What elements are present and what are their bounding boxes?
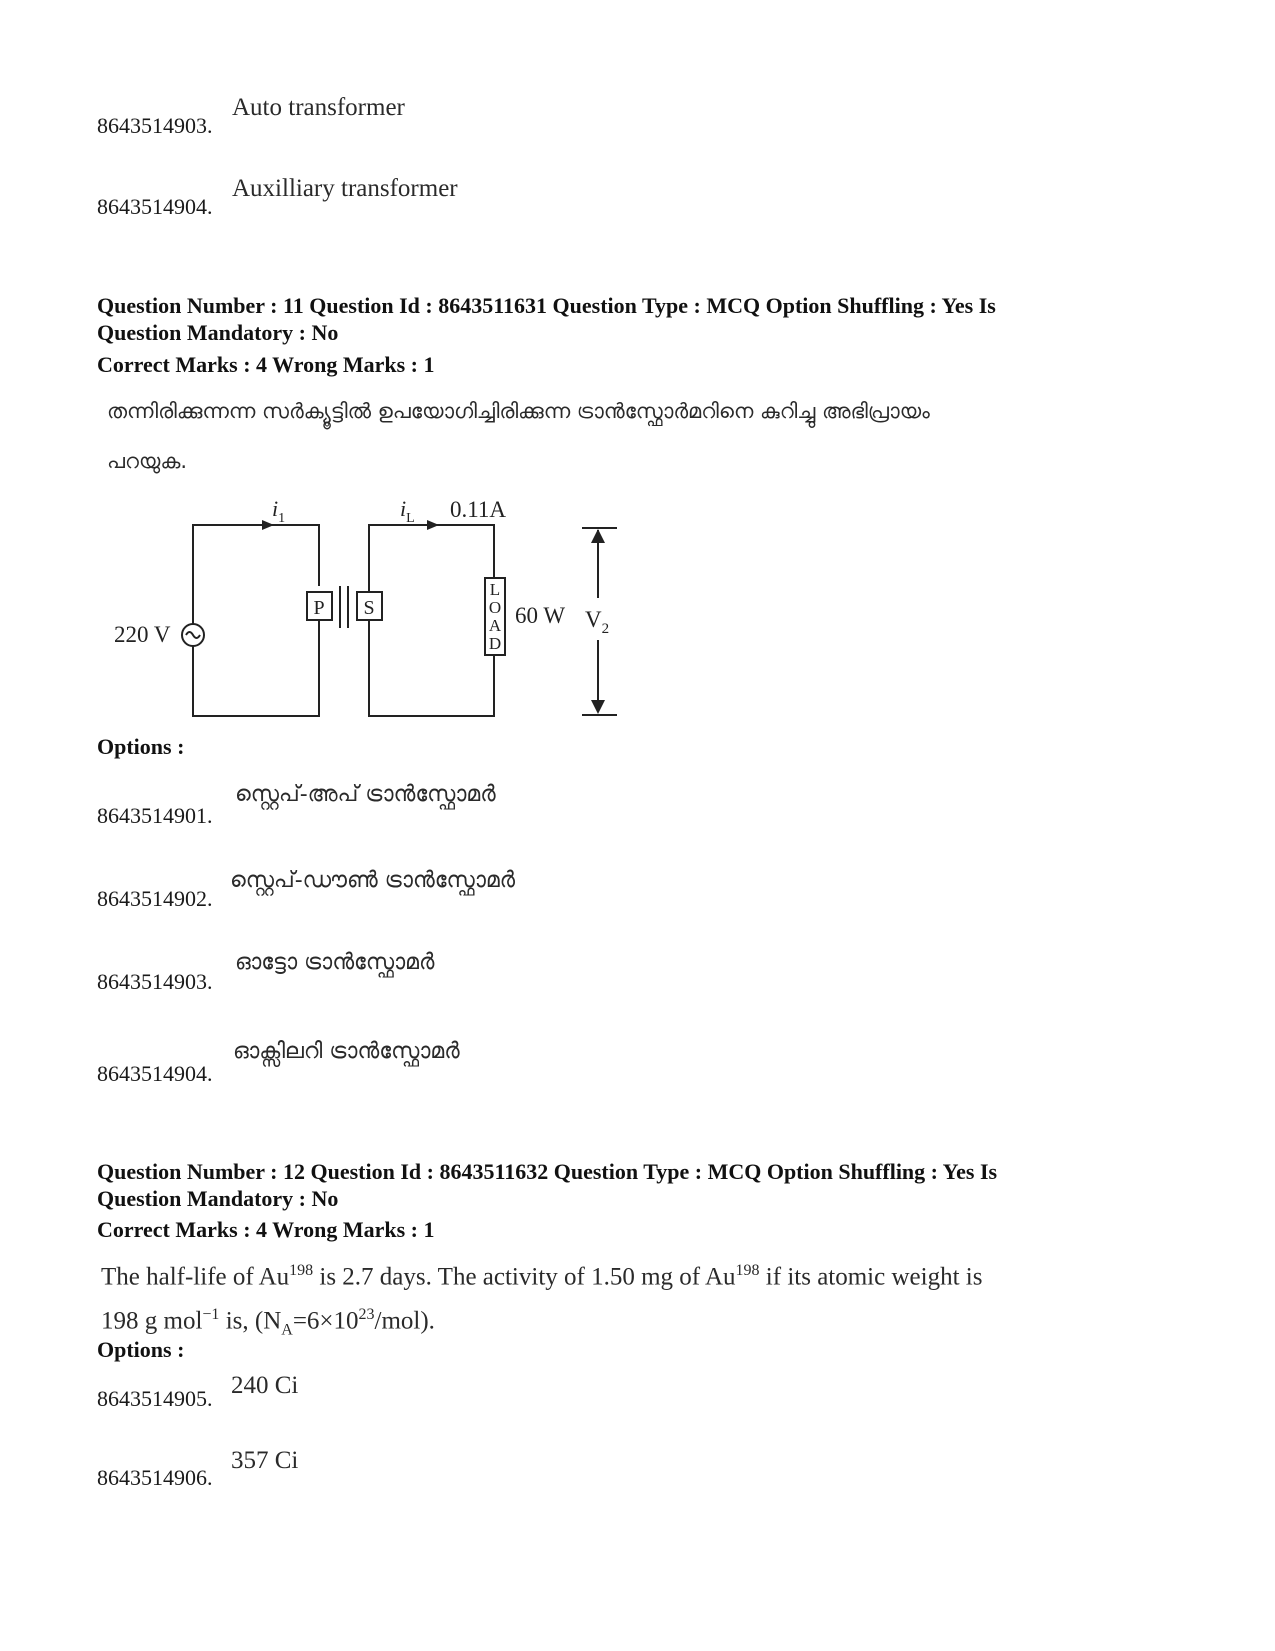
arrow-down-icon [591, 700, 605, 714]
option-number: 8643514902. [97, 886, 213, 911]
load-letter: D [488, 634, 502, 653]
option-number: 8643514904. [97, 194, 213, 219]
load-letter: L [489, 580, 501, 599]
option-number: 8643514903. [97, 969, 213, 994]
option-text: 240 Ci [231, 1372, 299, 1399]
question-12-text [101, 1252, 982, 1350]
primary-label: P [313, 597, 325, 619]
option-number: 8643514904. [97, 1061, 213, 1086]
i1-arrow-icon [262, 520, 274, 530]
secondary-label: S [363, 597, 375, 619]
ac-wave-icon [186, 632, 200, 638]
option-number: 8643514901. [97, 803, 213, 828]
option-number: 8643514906. [97, 1465, 213, 1490]
primary-wire-bottom [193, 620, 319, 716]
secondary-wire-top [369, 525, 494, 592]
secondary-wire-bottom [369, 620, 494, 716]
question-marks: Correct Marks : 4 Wrong Marks : 1 [97, 1217, 435, 1242]
question-text-line: 198 g mol$^{-1}$ is, $(N_A=6\times 10^{23}/mol)$. [101, 1306, 435, 1339]
primary-wire-top [193, 525, 319, 624]
option-text: Auxilliary transformer [232, 175, 458, 202]
question-11-text [107, 386, 930, 486]
option-text: സ്റ്റെപ്-അപ് ട്രാൻസ്ഫോമർ [235, 782, 496, 807]
voltage-label: 220 V [114, 622, 171, 647]
option-number: 8643514905. [97, 1386, 213, 1411]
iL-label: $i_L$ [400, 496, 415, 526]
option-text: 357 Ci [231, 1447, 299, 1474]
arrow-up-icon [591, 529, 605, 543]
v2-label: $V_2$ [585, 607, 610, 637]
options-label: Options : [97, 734, 185, 759]
options-label: Options : [97, 1337, 185, 1362]
question-marks: Correct Marks : 4 Wrong Marks : 1 [97, 352, 435, 377]
question-header-line: Question Mandatory : No [97, 320, 339, 345]
load-letter: O [488, 598, 502, 617]
load-letter: A [488, 616, 502, 635]
question-text-line: The half-life of Au$^{198}$ is 2.7 days. The activity of 1.50 mg of Au$^{198}$ if its atomic weight is [101, 1262, 983, 1291]
transformer-circuit-diagram [100, 490, 640, 730]
option-text: ഓക്സിലറി ട്രാൻസ്ഫോമർ [233, 1039, 460, 1064]
iL-arrow-icon [427, 520, 439, 530]
question-header-line: Question Number : 12 Question Id : 8643511632 Question Type : MCQ Option Shuffling : Yes Is [97, 1159, 998, 1184]
current-label: 0.11A [450, 497, 507, 522]
question-11-header [97, 292, 996, 346]
option-text: സ്റ്റെപ്-ഡൗൺ ട്രാൻസ്ഫോമർ [230, 868, 516, 893]
question-header-line: Question Number : 11 Question Id : 8643511631 Question Type : MCQ Option Shuffling : Yes Is [97, 293, 996, 318]
i1-label: $i_1$ [272, 496, 286, 526]
question-text-line: പറയുക. [107, 449, 188, 473]
option-text: ഓട്ടോ ട്രാൻസ്ഫോമർ [235, 950, 435, 975]
option-text: Auto transformer [232, 94, 405, 121]
question-12-header [97, 1158, 997, 1212]
option-number: 8643514903. [97, 113, 213, 138]
question-header-line: Question Mandatory : No [97, 1186, 339, 1211]
question-text-line: തന്നിരിക്കുന്നന്ന സർക്യൂട്ടിൽ ഉപയോഗിച്ചിരിക്കുന്ന ട്രാൻസ്ഫോർമറിനെ കുറിച്ചു അഭിപ്രായം [107, 399, 930, 423]
power-label: 60 W [515, 603, 566, 628]
